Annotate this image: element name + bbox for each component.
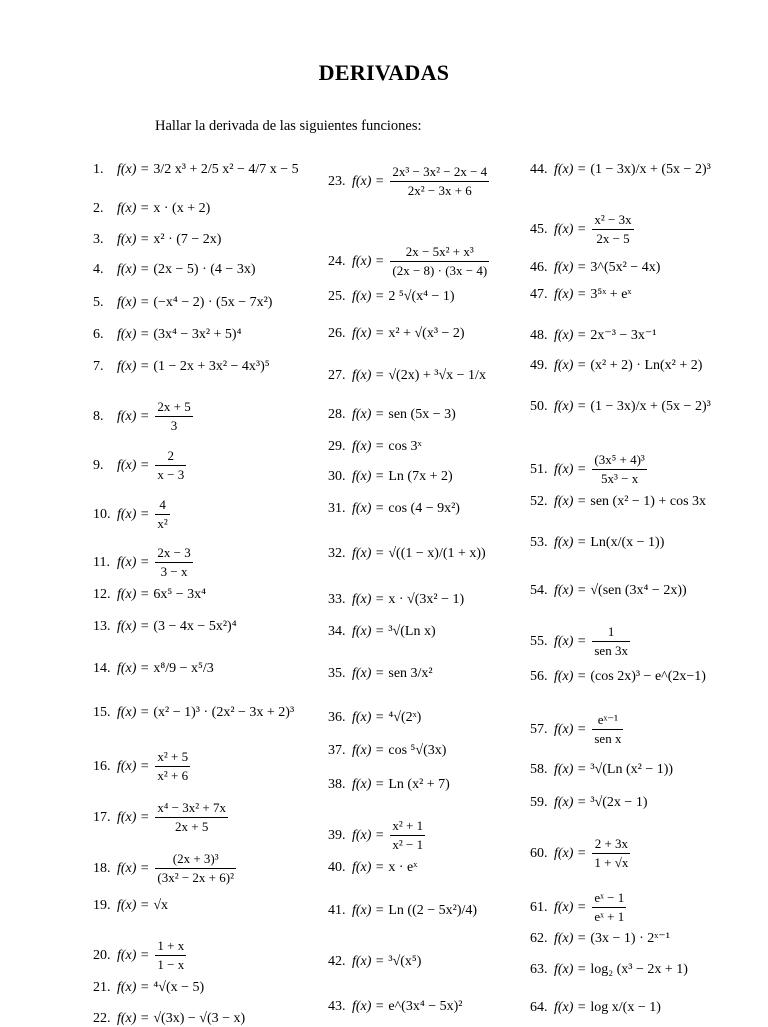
- exercise-number: 47.: [530, 287, 548, 302]
- exercise-number: 8.: [93, 408, 104, 424]
- function-rhs: ³√(x⁵): [388, 954, 422, 969]
- exercise-number: 38.: [328, 777, 346, 792]
- exercise-number: 64.: [530, 1000, 548, 1015]
- exercise-number: 57.: [530, 721, 548, 737]
- function-lhs: f(x) =: [352, 954, 385, 969]
- function-lhs: f(x) =: [117, 898, 150, 913]
- function-lhs: f(x) =: [554, 962, 587, 977]
- function-rhs: sen 3/x²: [388, 666, 433, 681]
- fraction: [592, 836, 630, 871]
- function-lhs: f(x) =: [352, 546, 385, 561]
- exercise-number: 15.: [93, 705, 111, 720]
- function-rhs: (3x⁴ − 3x² + 5)⁴: [153, 327, 242, 342]
- exercise-number: 19.: [93, 898, 111, 913]
- exercise-number: 50.: [530, 399, 548, 414]
- exercise-item: [530, 535, 664, 551]
- exercise-item: [93, 938, 188, 973]
- exercise-item: [530, 712, 625, 747]
- function-lhs: f(x) =: [352, 710, 385, 725]
- fraction-denominator: (3x² − 2x + 6)²: [157, 870, 234, 885]
- exercise-item: [530, 890, 628, 925]
- exercise-item: [93, 851, 238, 886]
- exercise-item: [93, 800, 230, 835]
- exercise-number: 63.: [530, 962, 548, 977]
- exercise-item: [93, 661, 214, 677]
- fraction-denominator: (2x − 8) · (3x − 4): [392, 263, 488, 278]
- function-lhs: f(x) =: [554, 669, 587, 684]
- exercise-item: [93, 1011, 245, 1027]
- exercise-item: [530, 162, 711, 178]
- exercise-number: 23.: [328, 173, 346, 189]
- exercise-item: [328, 999, 462, 1015]
- exercise-number: 45.: [530, 221, 548, 237]
- fraction-denominator: 1 − x: [157, 957, 185, 972]
- exercise-item: [93, 201, 210, 217]
- function-rhs: sen (x² − 1) + cos 3x: [590, 494, 707, 509]
- function-rhs: (1 − 3x)/x + (5x − 2)³: [590, 162, 711, 177]
- fraction-numerator: x² + 1: [392, 818, 424, 833]
- exercise-item: [328, 501, 460, 517]
- function-rhs: sen (5x − 3): [388, 407, 456, 422]
- function-lhs: f(x) =: [117, 587, 150, 602]
- fraction-denominator: 3 − x: [155, 562, 192, 580]
- function-rhs: log x/(x − 1): [590, 1000, 661, 1015]
- exercise-item: [93, 399, 195, 434]
- exercise-number: 48.: [530, 327, 548, 343]
- exercise-number: 43.: [328, 999, 346, 1014]
- exercise-number: 5.: [93, 295, 104, 310]
- exercise-item: [93, 359, 270, 375]
- function-lhs: f(x) =: [352, 999, 385, 1014]
- function-rhs: (3x − 1) · 2ˣ⁻¹: [590, 931, 670, 946]
- function-rhs: (3 − 4x − 5x²)⁴: [153, 619, 237, 634]
- function-lhs: f(x) =: [352, 469, 385, 484]
- exercise-number: 29.: [328, 439, 346, 454]
- exercise-number: 62.: [530, 930, 548, 946]
- function-rhs: √(sen (3x⁴ − 2x)): [590, 583, 687, 598]
- function-lhs: f(x) =: [117, 758, 150, 774]
- fraction: [155, 938, 186, 973]
- exercise-number: 6.: [93, 327, 104, 342]
- fraction-numerator: (3x⁵ + 4)³: [594, 452, 645, 467]
- function-rhs: x² + √(x³ − 2): [388, 326, 465, 341]
- exercise-number: 25.: [328, 289, 346, 304]
- exercise-item: [93, 545, 195, 580]
- fraction-denominator: 2x − 5: [592, 229, 633, 247]
- exercise-item: [93, 587, 206, 603]
- function-rhs: ³√(2x − 1): [590, 795, 648, 810]
- fraction-numerator: 2x − 5x² + x³: [405, 244, 474, 259]
- fraction: [390, 164, 489, 199]
- function-lhs: f(x) =: [554, 221, 587, 237]
- function-lhs: f(x) =: [117, 809, 150, 825]
- function-rhs: 2 ⁵√(x⁴ − 1): [388, 289, 455, 304]
- function-lhs: f(x) =: [352, 501, 385, 516]
- function-lhs: f(x) =: [352, 860, 385, 875]
- function-lhs: f(x) =: [554, 535, 587, 550]
- exercise-number: 42.: [328, 954, 346, 969]
- exercise-item: [530, 260, 660, 276]
- exercise-number: 9.: [93, 457, 104, 473]
- exercise-item: [328, 546, 486, 562]
- fraction: [155, 497, 169, 532]
- fraction-numerator: 2x − 3: [157, 545, 191, 560]
- exercise-number: 11.: [93, 554, 110, 570]
- fraction-numerator: 4: [159, 497, 166, 512]
- exercise-item: [530, 836, 632, 871]
- function-rhs: 6x⁵ − 3x⁴: [153, 587, 207, 602]
- function-lhs: f(x) =: [554, 721, 587, 737]
- exercise-number: 35.: [328, 666, 346, 681]
- exercise-item: [328, 777, 450, 793]
- exercise-number: 40.: [328, 860, 346, 875]
- function-lhs: f(x) =: [352, 592, 385, 607]
- exercise-item: [530, 1000, 661, 1016]
- exercise-number: 59.: [530, 795, 548, 810]
- function-lhs: f(x) =: [352, 743, 385, 758]
- exercise-number: 13.: [93, 619, 111, 634]
- exercise-item: [328, 903, 477, 919]
- function-lhs: f(x) =: [554, 327, 587, 343]
- function-rhs: x⁸/9 − x⁵/3: [153, 661, 214, 676]
- fraction-numerator: eˣ⁻¹: [597, 712, 619, 727]
- exercise-item: [530, 358, 702, 374]
- function-lhs: f(x) =: [117, 295, 150, 310]
- fraction-denominator: 2x² − 3x + 6: [390, 181, 489, 199]
- fraction: [390, 244, 489, 279]
- function-rhs: x · √(3x² − 1): [388, 592, 465, 607]
- exercise-number: 27.: [328, 368, 346, 383]
- exercise-number: 24.: [328, 253, 346, 269]
- fraction-numerator: x² + 5: [157, 749, 189, 764]
- function-lhs: f(x) =: [554, 260, 587, 275]
- exercise-number: 28.: [328, 407, 346, 422]
- exercise-item: [530, 795, 647, 811]
- function-lhs: f(x) =: [554, 899, 587, 915]
- function-lhs: f(x) =: [554, 583, 587, 598]
- function-rhs: (x² + 2) · Ln(x² + 2): [590, 358, 703, 373]
- fraction-denominator: sen x: [594, 731, 622, 746]
- function-rhs: (2x − 5) · (4 − 3x): [153, 262, 256, 277]
- function-lhs: f(x) =: [554, 1000, 587, 1015]
- function-rhs: x · (x + 2): [153, 201, 211, 216]
- exercise-item: [530, 399, 711, 415]
- exercise-item: [328, 592, 464, 608]
- fraction-denominator: eˣ + 1: [594, 909, 625, 924]
- exercise-item: [328, 326, 465, 342]
- exercise-number: 34.: [328, 624, 346, 639]
- function-rhs: (−x⁴ − 2) · (5x − 7x²): [153, 295, 273, 310]
- function-rhs: x · eˣ: [388, 860, 418, 875]
- exercise-item: [530, 583, 687, 599]
- exercise-item: [328, 954, 421, 970]
- exercise-number: 49.: [530, 358, 548, 373]
- function-lhs: f(x) =: [554, 399, 587, 414]
- function-lhs: f(x) =: [352, 827, 385, 843]
- exercise-number: 61.: [530, 899, 548, 915]
- function-lhs: f(x) =: [117, 262, 150, 277]
- exercise-number: 36.: [328, 710, 346, 725]
- function-lhs: f(x) =: [117, 705, 150, 720]
- function-lhs: f(x) =: [117, 506, 150, 522]
- function-rhs: 2x⁻³ − 3x⁻¹: [590, 328, 657, 343]
- exercise-item: [328, 244, 491, 279]
- function-rhs: ³√(Ln (x² − 1)): [590, 762, 674, 777]
- function-lhs: f(x) =: [117, 359, 150, 374]
- function-lhs: f(x) =: [554, 358, 587, 373]
- function-rhs: (1 − 3x)/x + (5x − 2)³: [590, 399, 711, 414]
- exercise-item: [530, 930, 670, 947]
- fraction-denominator: x − 3: [157, 467, 185, 482]
- function-lhs: f(x) =: [117, 860, 150, 876]
- function-rhs: cos 3ˣ: [388, 439, 422, 454]
- function-rhs: 3^(5x² − 4x): [590, 260, 661, 275]
- function-lhs: f(x) =: [352, 624, 385, 639]
- fraction-denominator: x² + 6: [157, 768, 189, 783]
- fraction-denominator: x² − 1: [392, 837, 424, 852]
- function-rhs: (1 − 2x + 3x² − 4x³)⁵: [153, 359, 270, 374]
- function-rhs: cos ⁵√(3x): [388, 743, 447, 758]
- function-rhs: 3⁵ˣ + eˣ: [590, 287, 632, 302]
- fraction-numerator: 2x³ − 3x² − 2x − 4: [392, 164, 488, 179]
- exercise-number: 30.: [328, 469, 346, 484]
- exercise-number: 20.: [93, 947, 111, 963]
- exercise-item: [93, 749, 192, 784]
- function-lhs: f(x) =: [352, 253, 385, 269]
- exercise-item: [328, 289, 455, 305]
- exercise-item: [328, 407, 456, 423]
- fraction-denominator: 2x + 5: [155, 817, 228, 835]
- function-lhs: f(x) =: [117, 408, 150, 424]
- exercise-number: 58.: [530, 762, 548, 777]
- function-lhs: f(x) =: [117, 201, 150, 216]
- exercise-number: 26.: [328, 326, 346, 341]
- function-lhs: f(x) =: [117, 947, 150, 963]
- function-rhs: (x² − 1)³ · (2x² − 3x + 2)³: [153, 705, 295, 720]
- exercise-number: 10.: [93, 506, 111, 522]
- exercise-number: 22.: [93, 1011, 111, 1026]
- function-lhs: f(x) =: [554, 461, 587, 477]
- function-lhs: f(x) =: [554, 633, 587, 649]
- exercise-number: 56.: [530, 669, 548, 684]
- function-lhs: f(x) =: [117, 457, 150, 473]
- exercise-item: [530, 962, 688, 978]
- exercise-number: 32.: [328, 546, 346, 561]
- fraction: [390, 818, 425, 853]
- exercise-item: [328, 439, 422, 455]
- exercise-item: [93, 295, 272, 311]
- function-rhs: 3/2 x³ + 2/5 x² − 4/7 x − 5: [153, 162, 299, 177]
- exercise-item: [93, 262, 255, 278]
- function-rhs: √(2x) + ³√x − 1/x: [388, 368, 486, 383]
- function-rhs: e^(3x⁴ − 5x)²: [388, 999, 463, 1014]
- fraction-numerator: 2x + 5: [157, 399, 191, 414]
- function-lhs: f(x) =: [117, 162, 150, 177]
- fraction-denominator: 3: [155, 416, 192, 434]
- function-rhs: √(3x) − √(3 − x): [153, 1011, 246, 1026]
- function-lhs: f(x) =: [554, 762, 587, 777]
- exercise-number: 12.: [93, 587, 111, 602]
- fraction: [592, 712, 623, 747]
- exercise-item: [530, 762, 673, 778]
- exercise-item: [328, 164, 491, 199]
- exercise-number: 21.: [93, 980, 111, 995]
- function-lhs: f(x) =: [554, 494, 587, 509]
- exercise-item: [328, 666, 433, 682]
- function-rhs: Ln (x² + 7): [388, 777, 450, 792]
- fraction: [592, 452, 646, 487]
- fraction: [592, 624, 630, 659]
- function-rhs: x² · (7 − 2x): [153, 232, 222, 247]
- exercise-item: [328, 818, 427, 853]
- function-rhs: log₂ (x³ − 2x + 1): [590, 962, 688, 977]
- function-rhs: ³√(Ln x): [388, 624, 436, 639]
- fraction: [592, 212, 633, 247]
- function-rhs: ⁴√(2ˣ): [388, 710, 422, 725]
- instructions-text: Hallar la derivada de las siguientes funciones:: [155, 118, 422, 134]
- exercise-number: 54.: [530, 583, 548, 598]
- exercise-item: [328, 710, 421, 726]
- exercise-item: [93, 162, 299, 178]
- exercise-number: 37.: [328, 743, 346, 758]
- fraction-numerator: 1 + x: [157, 938, 185, 953]
- function-rhs: ⁴√(x − 5): [153, 980, 205, 995]
- function-lhs: f(x) =: [352, 439, 385, 454]
- fraction: [155, 399, 192, 434]
- function-lhs: f(x) =: [352, 777, 385, 792]
- exercise-number: 1.: [93, 162, 104, 177]
- exercise-number: 55.: [530, 633, 548, 649]
- exercise-number: 46.: [530, 260, 548, 275]
- exercise-number: 52.: [530, 494, 548, 509]
- fraction-denominator: sen 3x: [594, 643, 628, 658]
- fraction-numerator: x² − 3x: [594, 212, 632, 227]
- function-lhs: f(x) =: [554, 930, 587, 946]
- exercise-item: [530, 287, 631, 303]
- function-rhs: Ln (7x + 2): [388, 469, 453, 484]
- exercise-item: [530, 624, 632, 659]
- function-rhs: Ln(x/(x − 1)): [590, 535, 665, 550]
- exercise-item: [93, 980, 204, 996]
- exercise-number: 60.: [530, 845, 548, 861]
- exercise-item: [328, 368, 486, 384]
- fraction-denominator: 1 + √x: [594, 855, 629, 870]
- function-rhs: (cos 2x)³ − e^(2x−1): [590, 669, 706, 684]
- fraction-numerator: 2 + 3x: [594, 836, 629, 851]
- exercise-item: [530, 327, 656, 344]
- fraction-numerator: 1: [607, 624, 615, 639]
- exercise-number: 18.: [93, 860, 111, 876]
- exercise-number: 41.: [328, 903, 346, 918]
- function-rhs: Ln ((2 − 5x²)/4): [388, 903, 478, 918]
- fraction-numerator: (2x + 3)³: [172, 851, 219, 866]
- fraction-numerator: x⁴ − 3x² + 7x: [157, 800, 226, 815]
- function-lhs: f(x) =: [352, 903, 385, 918]
- function-rhs: √x: [153, 898, 169, 913]
- exercise-item: [93, 705, 294, 721]
- exercise-number: 31.: [328, 501, 346, 516]
- exercise-item: [530, 212, 636, 247]
- exercise-number: 51.: [530, 461, 548, 477]
- function-lhs: f(x) =: [352, 289, 385, 304]
- fraction: [155, 448, 186, 483]
- exercise-number: 4.: [93, 262, 104, 277]
- exercise-number: 3.: [93, 232, 104, 247]
- fraction-numerator: 2: [167, 448, 175, 463]
- fraction: [155, 545, 192, 580]
- fraction: [155, 749, 190, 784]
- exercise-number: 16.: [93, 758, 111, 774]
- fraction: [155, 851, 236, 886]
- function-lhs: f(x) =: [554, 795, 587, 810]
- exercise-number: 44.: [530, 162, 548, 177]
- function-lhs: f(x) =: [117, 554, 150, 570]
- function-rhs: √((1 − x)/(1 + x)): [388, 546, 486, 561]
- page-title: DERIVADAS: [318, 60, 450, 85]
- fraction-denominator: 5x³ − x: [592, 469, 646, 487]
- exercise-item: [328, 469, 453, 485]
- function-lhs: f(x) =: [554, 162, 587, 177]
- function-lhs: f(x) =: [117, 327, 150, 342]
- exercise-number: 33.: [328, 592, 346, 607]
- exercise-item: [93, 448, 188, 483]
- exercise-number: 39.: [328, 827, 346, 843]
- exercise-item: [328, 860, 417, 876]
- exercise-number: 17.: [93, 809, 111, 825]
- function-lhs: f(x) =: [352, 368, 385, 383]
- exercise-item: [328, 624, 436, 640]
- function-lhs: f(x) =: [352, 407, 385, 422]
- exercise-number: 7.: [93, 359, 104, 374]
- function-lhs: f(x) =: [554, 287, 587, 302]
- exercise-item: [530, 669, 706, 685]
- exercise-item: [93, 619, 237, 635]
- fraction-numerator: eˣ − 1: [594, 890, 625, 905]
- function-lhs: f(x) =: [554, 845, 587, 861]
- exercise-item: [530, 452, 649, 487]
- fraction: [592, 890, 626, 925]
- exercise-number: 53.: [530, 535, 548, 550]
- function-lhs: f(x) =: [117, 1011, 150, 1026]
- function-lhs: f(x) =: [352, 173, 385, 189]
- exercise-item: [93, 327, 241, 343]
- function-lhs: f(x) =: [352, 326, 385, 341]
- function-lhs: f(x) =: [117, 619, 150, 634]
- function-rhs: cos (4 − 9x²): [388, 501, 460, 516]
- exercise-item: [93, 497, 172, 532]
- function-lhs: f(x) =: [117, 232, 150, 247]
- function-lhs: f(x) =: [117, 661, 150, 676]
- exercise-item: [328, 743, 446, 759]
- exercise-item: [93, 232, 221, 248]
- fraction: [155, 800, 228, 835]
- function-lhs: f(x) =: [117, 980, 150, 995]
- function-lhs: f(x) =: [352, 666, 385, 681]
- exercise-number: 2.: [93, 201, 104, 216]
- exercise-item: [93, 898, 168, 914]
- exercise-item: [530, 494, 706, 510]
- fraction-denominator: x²: [157, 516, 168, 531]
- exercise-number: 14.: [93, 661, 111, 676]
